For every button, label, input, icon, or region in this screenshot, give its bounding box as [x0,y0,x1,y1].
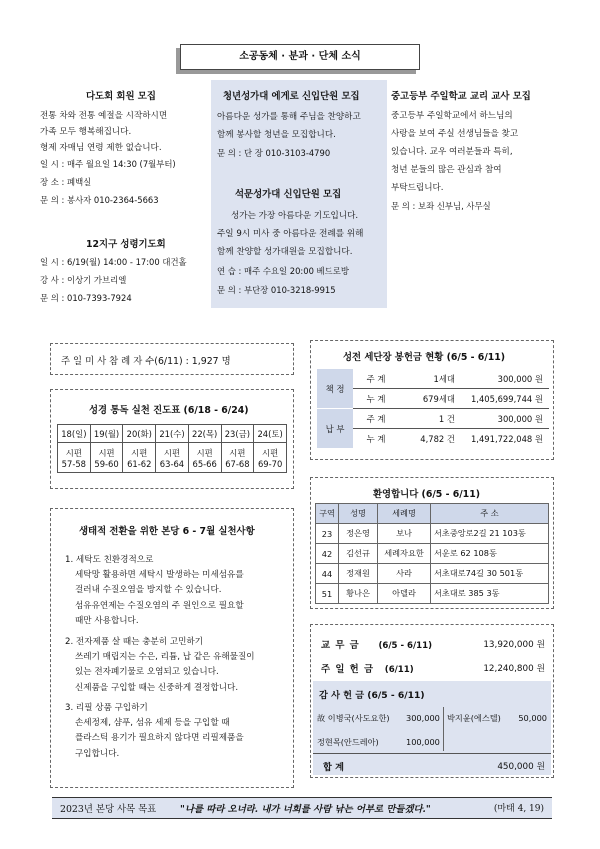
eco-item [65,701,244,762]
day-cell: 22(목) [188,425,221,443]
table-row: 44 정재원 사라 서초대로74길 30 501동 [316,564,549,584]
day-cell: 19(월) [90,425,123,443]
gyomu-row: 교 무 금 (6/5 - 6/11) [321,640,433,651]
offering-box [310,624,554,778]
dadohoe-line: 가족 모두 행복해집니다. [40,127,132,137]
fund-cell: 주 계 [353,409,399,429]
fund-group-label: 책 정 [317,369,353,409]
bible-reading-title: 성경 통독 실천 진도표 (6/18 - 6/24) [89,405,249,416]
footer-quote: "나를 따라 오너라. 내가 너희를 사람 낚는 어부로 만들겠다." [180,804,431,815]
bible-reading-table [57,424,287,473]
donor-name: 정현목(안드레아) [317,737,379,747]
thanks-title: 감 사 헌 금 (6/5 - 6/11) [319,690,425,701]
reading-cell: 시편 63-64 [156,443,189,473]
footer-banner [52,797,552,819]
fund-table [317,369,549,448]
welcome-title: 환영합니다 (6/5 - 6/11) [373,489,480,500]
dadohoe-notice [40,88,210,218]
section-header [180,44,420,70]
prayer-title: 12지구 성령기도회 [86,239,166,250]
seokmun-choir-title: 석문성가대 신입단원 모집 [235,189,342,200]
footer-prefix: 2023년 본당 사목 목표 [60,804,157,815]
eco-item-line: 세탁망 활용하면 세탁시 발생하는 미세섬유를 [75,570,244,581]
table-row: 42 김선규 세례자요한 서운로 62 108동 [316,544,549,564]
total-amount: 450,000 원 [497,762,545,772]
eco-item-line: 신제품을 구입할 때는 신중하게 결정합니다. [75,682,239,693]
eco-item-head: 2. 전자제품 살 때는 충분히 고민하기 [65,637,204,647]
eco-item-line: 섬유유연제는 수질오염의 주 원인으로 필요할 [75,600,244,611]
section-title: 소공동체 · 분과 · 단체 소식 [239,51,361,62]
footer-ref: (마태 4, 19) [493,804,544,814]
fund-cell: 1,491,722,048 원 [470,433,543,444]
fund-cell: 1세대 [399,369,459,389]
fund-cell: 300,000 원 [459,369,549,389]
welcome-table [315,503,549,604]
seokmun-info: 연 습 : 매주 수요일 20:00 베드로방 [217,266,349,276]
seokmun-line: 주일 9시 미사 중 아름다운 전례를 위해 [217,229,364,239]
prayer-info: 문 의 : 010-7393-7924 [40,293,132,303]
sunday-school-line: 부탁드립니다. [391,183,444,193]
eco-item-line: 구입합니다. [75,748,120,759]
sunday-school-notice [389,88,569,228]
reading-cell: 시편 57-58 [58,443,91,473]
welcome-box [310,477,554,609]
day-cell: 24(토) [254,425,287,443]
donor-name: 故 이병국(사도요한) [317,713,390,723]
sunday-school-line: 있습니다. 교우 여러분들과 특히, [391,147,513,157]
eco-item-head: 3. 리필 상품 구입하기 [65,703,148,713]
total-divider [313,753,551,754]
day-cell: 20(화) [123,425,156,443]
youth-choir-line: 아름다운 성가를 통해 주님을 찬양하고 [217,112,361,122]
eco-item-line: 때만 사용합니다. [75,615,139,626]
welcome-header: 세례명 [378,504,431,524]
day-cell: 23(금) [221,425,254,443]
reading-cell: 시편 61-62 [123,443,156,473]
eco-title: 생태적 전환을 위한 본당 6 - 7월 실천사항 [79,526,255,537]
fund-cell: 4,782 건 [420,433,455,444]
youth-choir-line: 함께 봉사할 청년을 모집합니다. [217,130,336,140]
table-row: 23 정은영 보나 서초중앙로2길 21 103동 [316,524,549,544]
day-cell: 21(수) [156,425,189,443]
fund-cell: 주 계 [353,369,399,389]
dadohoe-line: 전통 차와 전통 예절을 시작하시면 [40,111,168,121]
fund-group-label: 납 부 [317,409,353,449]
eco-item-line: 쓰레기 매립지는 수은, 리튬, 납 같은 유해물질이 [75,652,255,663]
donor-name: 박지윤(에스텔) [447,713,501,723]
eco-item [65,553,244,629]
eco-item-line: 걸러내 수질오염을 방지할 수 있습니다. [75,585,222,596]
attendance-box [50,343,294,375]
welcome-header: 성명 [339,504,378,524]
fund-cell: 누 계 [366,433,386,444]
eco-item [65,635,255,696]
fund-title: 성전 세단장 봉헌금 현황 (6/5 - 6/11) [343,352,506,363]
donor-amount: 50,000 [518,713,547,723]
building-fund-box [310,340,554,460]
fund-cell: 679세대 [399,389,459,409]
sunday-school-title: 중고등부 주일학교 교리 교사 모집 [391,91,531,102]
eco-item-line: 있는 전자폐기물로 오염되고 있습니다. [75,667,219,678]
bible-reading-box [50,389,294,489]
reading-cell: 시편 69-70 [254,443,287,473]
eco-actions-box [50,508,294,788]
attendance-label: 주 일 미 사 참 례 자 수(6/11) : 1,927 명 [61,356,231,367]
prayer-info: 일 시 : 6/19(월) 14:00 - 17:00 대건홀 [40,257,187,267]
donor-amount: 100,000 [406,737,440,747]
table-row: 51 황나은 아델라 서초대로 385 3동 [316,584,549,604]
juil-row: 주 일 헌 금 (6/11) [321,664,414,675]
donor-amount: 300,000 [406,713,440,723]
prayer-meeting-notice [40,236,210,306]
day-cell: 18(일) [58,425,91,443]
thanks-divider [443,707,444,751]
sunday-school-line: 중고등부 주일학교에서 하느님의 [391,111,513,121]
eco-item-line: 손세정제, 샴푸, 섬유 세제 등을 구입할 때 [75,718,230,729]
gyomu-amount: 13,920,000 원 [483,640,545,650]
dadohoe-info: 문 의 : 봉사자 010-2364-5663 [40,195,159,205]
seokmun-info: 문 의 : 부단장 010-3218-9915 [217,285,336,295]
eco-item-line: 플라스틱 용기가 필요하지 않다면 리필제품을 [75,733,244,744]
fund-cell: 1,405,699,744 원 [459,389,549,409]
fund-cell: 누 계 [353,389,399,409]
eco-item-head: 1. 세탁도 친환경적으로 [65,555,154,565]
welcome-header: 구역 [316,504,339,524]
reading-cell: 시편 65-66 [188,443,221,473]
prayer-info: 강 사 : 이상기 가브리엘 [40,275,127,285]
dadohoe-info: 장 소 : 폐백실 [40,177,92,187]
seokmun-line: 성가는 가장 아름다운 기도입니다. [231,211,359,221]
sunday-school-line: 청년 분들의 많은 관심과 참여 [391,165,502,175]
reading-cell: 시편 59-60 [90,443,123,473]
youth-choir-title: 청년성가대 에게로 신입단원 모집 [223,91,360,102]
youth-choir-info: 문 의 : 단 장 010-3103-4790 [217,148,331,158]
dadohoe-title: 다도회 회원 모집 [86,91,156,102]
choir-notices [211,80,387,308]
total-label: 합 계 [323,762,344,773]
fund-cell: 1 건 [399,409,459,429]
juil-amount: 12,240,800 원 [483,664,545,674]
dadohoe-info: 일 시 : 매주 월요일 14:30 (7월부터) [40,159,176,169]
fund-cell: 300,000 원 [459,409,549,429]
welcome-header: 주 소 [431,504,549,524]
reading-cell: 시편 67-68 [221,443,254,473]
sunday-school-line: 사랑을 보여 주실 선생님들을 찾고 [391,129,519,139]
sunday-school-info: 문 의 : 보좌 신부님, 사무실 [391,201,491,211]
dadohoe-line: 형제 자매님 연령 제한 없습니다. [40,143,162,153]
seokmun-line: 함께 찬양할 성가대원을 모집합니다. [217,247,353,257]
